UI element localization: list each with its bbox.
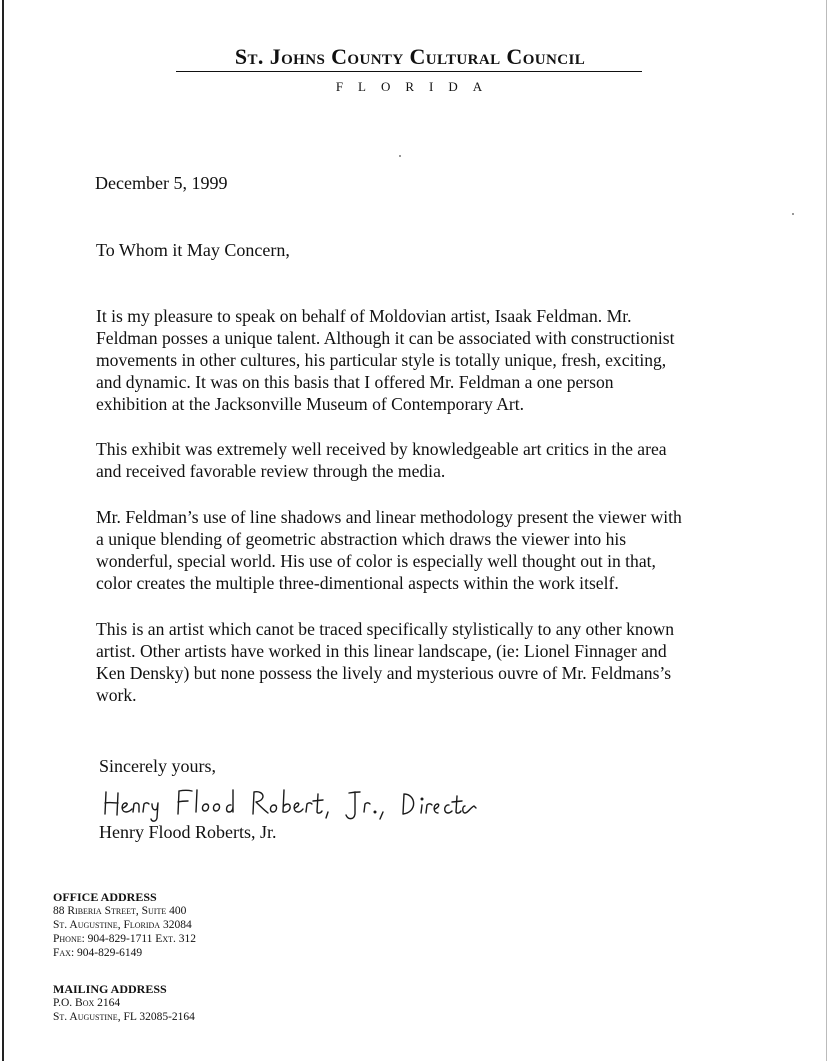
letterhead-rule: [176, 71, 642, 72]
paragraph-line: Feldman posses a unique talent. Although it can be associated with constructionist: [96, 328, 675, 348]
scan-speck: [399, 155, 401, 157]
paragraph-line: wonderful, special world. His use of color is especially well thought out in that,: [96, 551, 656, 571]
office-address-heading: OFFICE ADDRESS: [53, 890, 157, 904]
address-line: P.O. Box 2164: [53, 997, 121, 1009]
address-line: St. Augustine, FL 32085-2164: [53, 1011, 195, 1023]
body-paragraph-4: [96, 618, 726, 706]
office-address-block: [53, 890, 196, 960]
paragraph-line: Mr. Feldman’s use of line shadows and linear methodology present the viewer with: [96, 507, 682, 527]
paragraph-line: color creates the multiple three-dimentional aspects within the work itself.: [96, 573, 619, 593]
letterhead-organization: St. Johns County Cultural Council: [234, 44, 586, 69]
paragraph-line: movements in other cultures, his particular style is totally unique, fresh, exciting,: [96, 350, 667, 370]
address-line: St. Augustine, Florida 32084: [53, 919, 192, 931]
scan-speck: [792, 213, 794, 215]
body-paragraph-2: [96, 438, 726, 482]
mailing-address-block: [53, 982, 195, 1024]
handwritten-signature: [104, 784, 484, 826]
paragraph-line: a unique blending of geometric abstraction which draws the viewer into his: [96, 529, 627, 549]
letter-date: December 5, 1999: [95, 173, 228, 193]
signer-name: Henry Flood Roberts, Jr.: [99, 822, 277, 842]
paragraph-line: and dynamic. It was on this basis that I offered Mr. Feldman a one person: [96, 372, 614, 392]
body-paragraph-3: [96, 506, 726, 594]
body-paragraph-1: [96, 305, 726, 415]
mailing-address-heading: MAILING ADDRESS: [53, 982, 167, 996]
scan-edge-left: [2, 0, 4, 1061]
fax-line: Fax: 904-829-6149: [53, 947, 143, 959]
paragraph-line: exhibition at the Jacksonville Museum of Contemporary Art.: [96, 394, 525, 414]
salutation: To Whom it May Concern,: [96, 240, 290, 260]
phone-line: Phone: 904-829-1711 Ext. 312: [53, 933, 196, 945]
paragraph-line: and received favorable review through the media.: [96, 461, 446, 481]
paragraph-line: This is an artist which canot be traced specifically stylistically to any other known: [96, 619, 674, 639]
address-line: 88 Riberia Street, Suite 400: [53, 905, 187, 917]
paragraph-line: This exhibit was extremely well received by knowledgeable art critics in the area: [96, 439, 667, 459]
letterhead-state: FLORIDA: [335, 79, 498, 94]
paragraph-line: work.: [96, 685, 137, 705]
paragraph-line: artist. Other artists have worked in this linear landscape, (ie: Lionel Finnager and: [96, 641, 667, 661]
paragraph-line: Ken Densky) but none possess the lively and mysterious ouvre of Mr. Feldmans’s: [96, 663, 672, 683]
paragraph-line: It is my pleasure to speak on behalf of Moldovian artist, Isaak Feldman. Mr.: [96, 306, 632, 326]
closing: Sincerely yours,: [99, 756, 216, 776]
